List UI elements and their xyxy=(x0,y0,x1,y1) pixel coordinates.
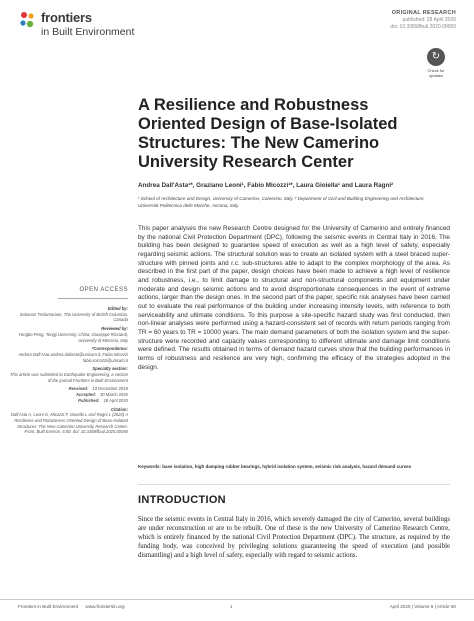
reviewers: Yongbo Peng, Tongji University, China; Giuseppe Ricciardi, University of Messina, Italy xyxy=(18,331,128,343)
section-heading: INTRODUCTION xyxy=(138,494,226,506)
frontiers-logo-icon xyxy=(18,10,38,30)
divider xyxy=(58,298,128,299)
reviewed-by-label: Reviewed by: xyxy=(101,326,128,332)
article-info-sidebar xyxy=(10,303,128,435)
brand-name: frontiers xyxy=(41,10,92,25)
keywords-text: base isolation, high damping rubber bearings, hybrid isolation system, seismic risk analysis, hazard demand curves xyxy=(162,464,412,469)
published-date: published: 28 April 2020 xyxy=(402,17,456,23)
open-access-label: OPEN ACCESS xyxy=(79,287,128,293)
footer-journal: Frontiers in Built Environment xyxy=(18,604,79,609)
journal-logo[interactable] xyxy=(18,8,138,44)
article-type: ORIGINAL RESEARCH xyxy=(391,10,456,16)
received-date: Received: 13 December 2019 xyxy=(68,386,128,392)
page-number: 1 xyxy=(230,604,233,609)
specialty-label: Specialty section: xyxy=(92,366,128,372)
author-list: Andrea Dall'Asta¹*, Graziano Leoni¹, Fabio Micozzi¹*, Laura Gioiella¹ and Laura Ragni² xyxy=(138,182,394,189)
paper-title: A Resilience and Robustness Oriented Design of Base-Isolated Structures: The New Camerino University Research Center xyxy=(138,96,398,171)
accepted-date: Accepted: 30 March 2020 xyxy=(75,392,128,398)
article-meta xyxy=(390,10,456,31)
check-updates-button[interactable] xyxy=(420,48,452,78)
editor: Solomon Tesfamariam, The University of British Columbia, Canada xyxy=(19,311,128,323)
keywords-label: Keywords: xyxy=(138,464,162,469)
citation: Dall'Asta A, Leoni G, Micozzi F, Gioiella L and Ragni L (2020) A Resilience and Robustness Oriented Design of Base-Isolated Structures: The New Camerino University Research Center. Front. Built Environ. 6:50. doi: 10.3389/fbuil.2020.00050 xyxy=(10,412,128,435)
correspondence-label: *Correspondence: xyxy=(91,346,128,352)
keywords xyxy=(138,464,450,470)
doi-link[interactable]: doi: 10.3389/fbuil.2020.00050 xyxy=(390,24,456,30)
correspondence[interactable]: Andrea Dall'Asta andrea.dallasta@unicam.it; Fabio Micozzi fabio.micozzi@unicam.it xyxy=(18,351,128,363)
specialty-section: This article was submitted to Earthquake Engineering, a section of the journal Frontiers in Built Environment xyxy=(10,372,129,383)
footer-left xyxy=(18,604,131,609)
footer-issue: April 2020 | Volume 6 | Article 50 xyxy=(389,604,456,609)
abstract: This paper analyses the new Research Centre designed for the University of Camerino and entirely financed by the national Civil Protection Department (DPC), following the seismic events in Central Italy in 2016. The building has been designed to guarantee speed of execution as well as a high level of safety, especially regarding seismic actions. The structural solution was to create an isolated system with a steel braced super-structure with pinned joints and r.c. sub-structures able to adapt to the complex morphology of the area. As described in the first part of the paper, design choices have been made to achieve a high level of resilience and robustness, i.e., to limit damage to structural and non-structural components and equipment under moderate and design seismic actions and to avoid disproportionate consequences in the event of extreme actions, larger than the design ones. In the second part of the paper, specific risk analyses have been carried out to evaluate the real performance of the building under increasing intensity levels, with reference to both serviceability and ultimate conditions. To this purpose a site-specific hazard study was first conducted, then non-linear analyses were performed using a hazard-consistent set of records with return periods ranging from TR = 60 years to TR = 10000 years. The main demand parameters of both the isolation system and the super-structure were recorded and capacity values corresponding to different ultimate and damage limit conditions were defined. The results obtained in terms of demand hazard curves show that the building performances in terms of robustness and resilience are very high, confirming the efficacy of the strategies adopted in the design. xyxy=(138,225,450,371)
refresh-icon: ↻ xyxy=(427,48,445,66)
check-updates-label: Check for updates xyxy=(427,68,445,78)
footer-divider xyxy=(0,599,474,600)
citation-label: Citation: xyxy=(111,406,128,412)
published-date-sidebar: Published: 28 April 2020 xyxy=(78,397,128,403)
footer-url[interactable]: www.frontiersin.org xyxy=(85,604,125,609)
journal-name: in Built Environment xyxy=(41,26,135,38)
affiliations: ¹ School of Architecture and Design, University of Camerino, Camerino, Italy, ² Department of Civil and Building Engineering and Architecture, Università Politecnica delle Marche, Ancona, Italy xyxy=(138,196,425,208)
edited-by-label: Edited by: xyxy=(107,306,128,311)
divider xyxy=(138,484,450,485)
section-body: Since the seismic events in Central Italy in 2016, which severely damaged the city of Camerino, several buildings are under reconstruction or are to be rebuilt. One of these is the new University of Camerino Research Centre, which is entirely financed by the national Civil Protection Department (DPC). The structure, as required by the funding body, was conceived by privileging solutions guaranteeing the speed of execution (and possible dismantling) and a high level of safety, especially with regard to seismic actions. xyxy=(138,516,450,559)
